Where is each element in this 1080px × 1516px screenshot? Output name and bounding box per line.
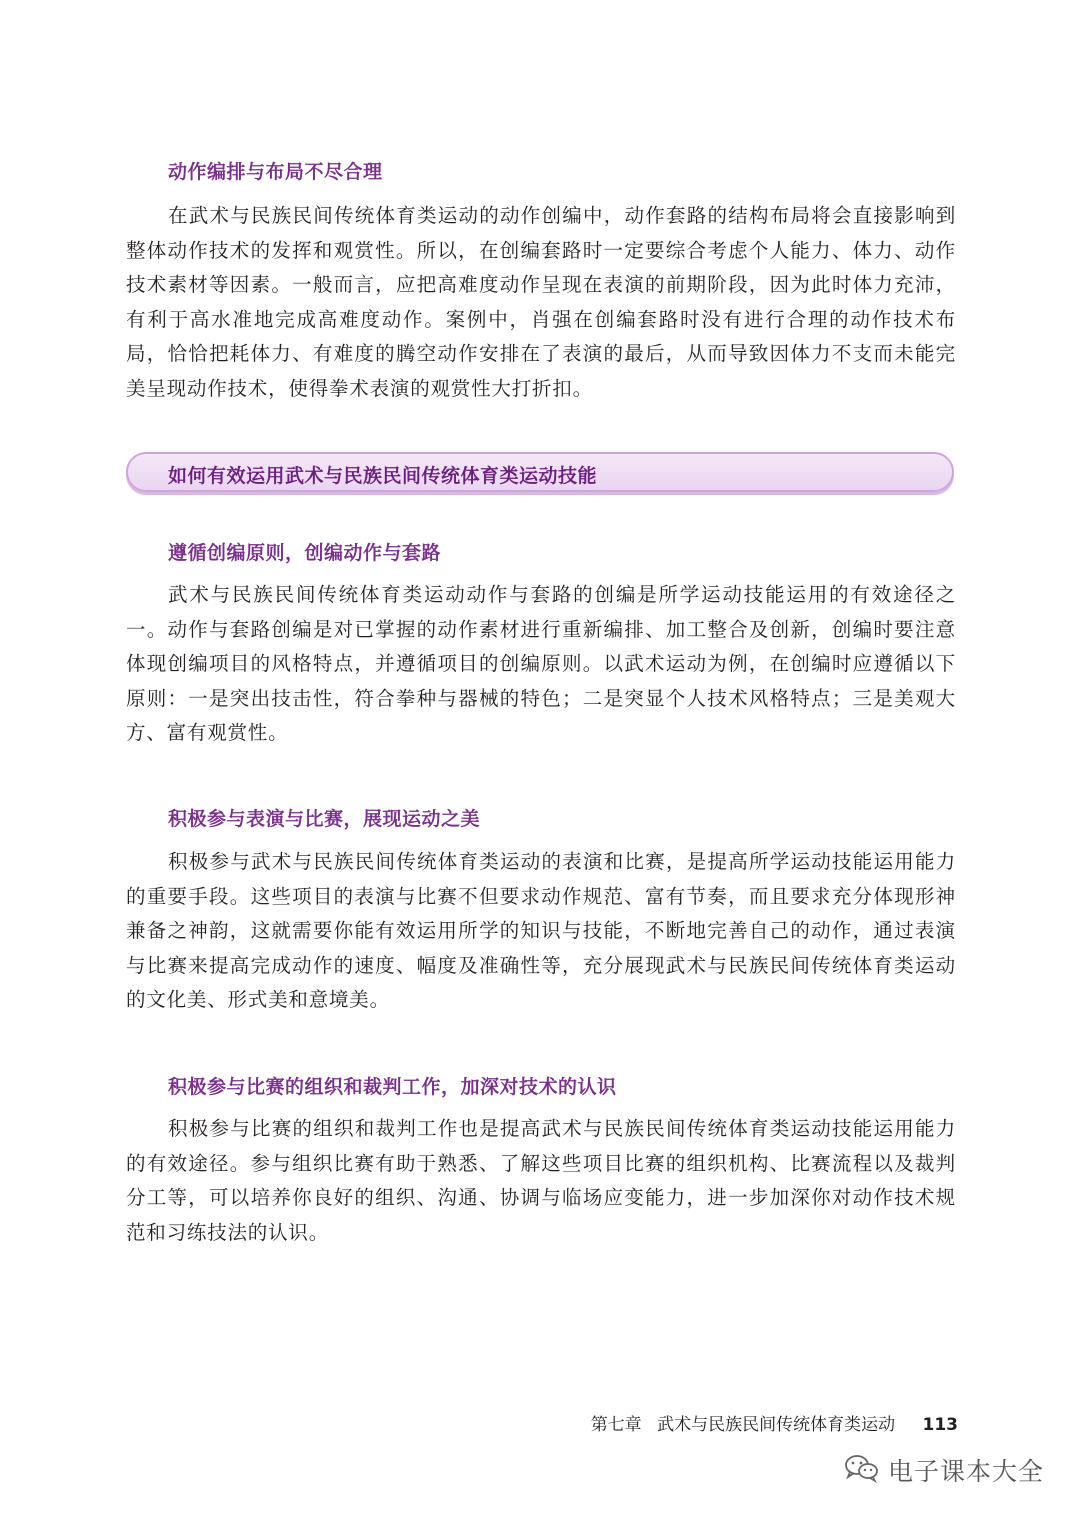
section-heading: 遵循创编原则，创编动作与套路 bbox=[168, 542, 442, 564]
topic-banner bbox=[126, 452, 954, 492]
section-paragraph: 积极参与武术与民族民间传统体育类运动的表演和比赛，是提高所学运动技能运用能力的重要手段。这些项目的表演与比赛不但要求动作规范、富有节奏，而且要求充分体现形神兼备之神韵，这就需要你能有效运用所学的知识与技能，不断地完善自己的动作，通过表演与比赛来提高完成动作的速度、幅度及准确性等，充分展现武术与民族民间传统体育类运动的文化美、形式美和意境美。 bbox=[126, 850, 956, 1011]
section-paragraph: 武术与民族民间传统体育类运动动作与套路的创编是所学运动技能运用的有效途径之一。动作与套路创编是对已掌握的动作素材进行重新编排、加工整合及创新，创编时要注意体现创编项目的风格特点，并遵循项目的创编原则。以武术运动为例，在创编时应遵循以下原则：一是突出技击性，符合拳种与器械的特色；二是突显个人技术风格特点；三是美观大方、富有观赏性。 bbox=[126, 583, 956, 744]
section-heading: 动作编排与布局不尽合理 bbox=[168, 161, 383, 183]
wechat-icon bbox=[844, 1453, 880, 1487]
page-footer bbox=[581, 1410, 958, 1435]
section-heading: 积极参与比赛的组织和裁判工作，加深对技术的认识 bbox=[168, 1076, 617, 1098]
watermark-text: 电子课本大全 bbox=[887, 1457, 1044, 1486]
page-number: 113 bbox=[922, 1415, 958, 1435]
footer-chapter-title: 武术与民族民间传统体育类运动 bbox=[657, 1415, 896, 1435]
section-heading: 积极参与表演与比赛，展现运动之美 bbox=[168, 808, 481, 830]
watermark bbox=[844, 1452, 1044, 1488]
section-paragraph: 积极参与比赛的组织和裁判工作也是提高武术与民族民间传统体育类运动技能运用能力的有效途径。参与组织比赛有助于熟悉、了解这些项目比赛的组织机构、比赛流程以及裁判分工等，可以培养你良好的组织、沟通、协调与临场应变能力，进一步加深你对动作技术规范和习练技法的认识。 bbox=[126, 1117, 956, 1244]
footer-chapter: 第七章 bbox=[590, 1415, 642, 1435]
section-paragraph: 在武术与民族民间传统体育类运动的动作创编中，动作套路的结构布局将会直接影响到整体动作技术的发挥和观赏性。所以，在创编套路时一定要综合考虑个人能力、体力、动作技术素材等因素。一般而言，应把高难度动作呈现在表演的前期阶段，因为此时体力充沛，有利于高水准地完成高难度动作。案例中，肖强在创编套路时没有进行合理的动作技术布局，恰恰把耗体力、有难度的腾空动作安排在了表演的最后，从而导致因体力不支而未能完美呈现动作技术，使得拳术表演的观赏性大打折扣。 bbox=[126, 204, 956, 400]
banner-title: 如何有效运用武术与民族民间传统体育类运动技能 bbox=[168, 465, 598, 487]
